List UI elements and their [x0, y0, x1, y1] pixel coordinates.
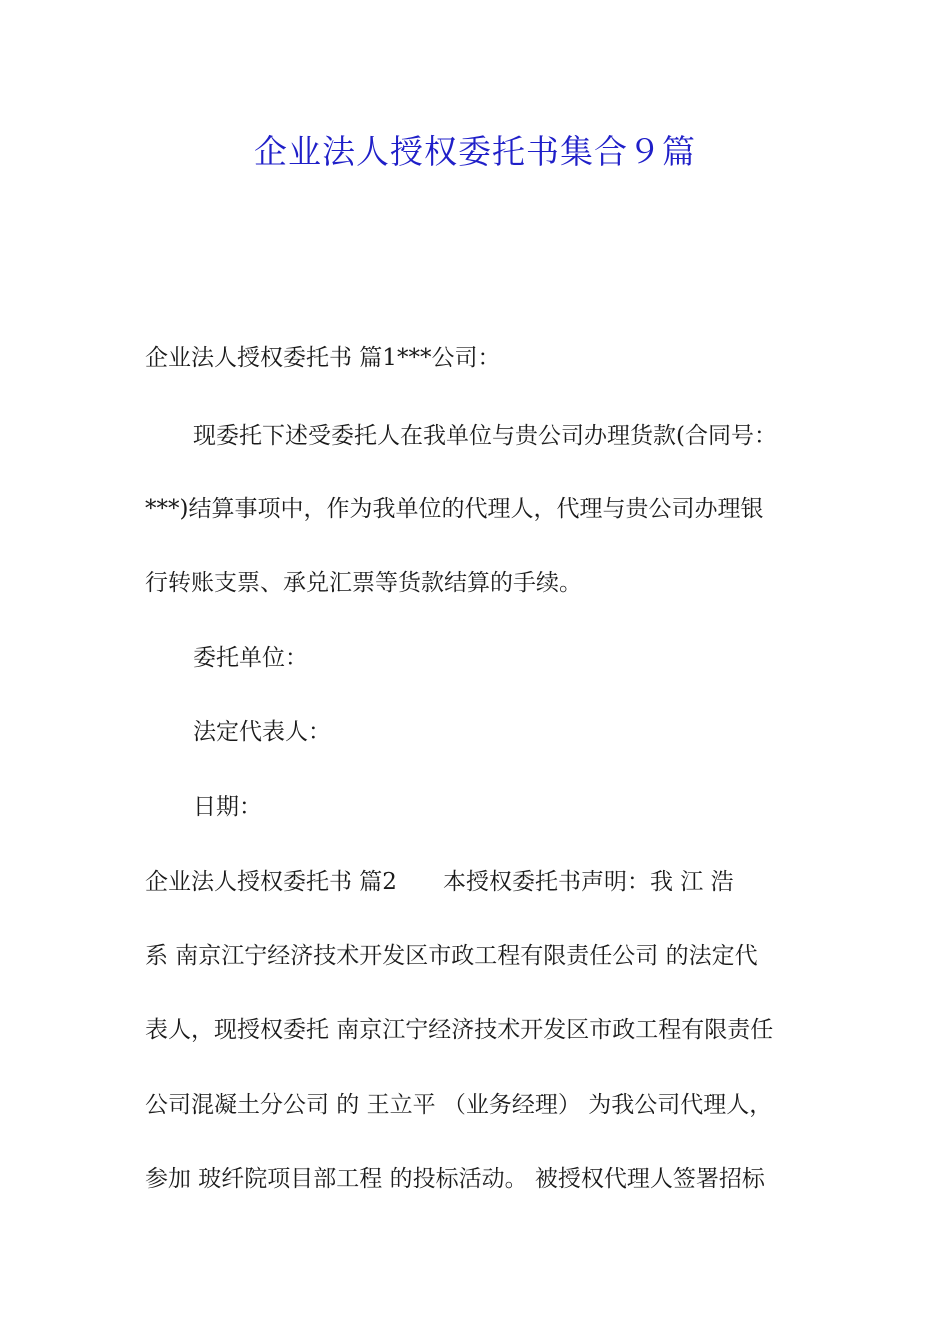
text-line-date: 日期： [193, 794, 262, 820]
text-line: 行转账支票、承兑汇票等货款结算的手续。 [145, 570, 582, 596]
text-line: 现委托下述受委托人在我单位与贵公司办理货款(合同号： [193, 423, 777, 449]
document-title: 企业法人授权委托书集合９篇 [254, 132, 696, 171]
text-line-heading-2: 企业法人授权委托书 篇2 本授权委托书声明：我 江 浩 [145, 869, 734, 895]
text-line-entrusting-unit: 委托单位： [193, 645, 308, 671]
text-line: ***)结算事项中，作为我单位的代理人，代理与贵公司办理银 [145, 496, 764, 522]
text-line: 系 南京江宁经济技术开发区市政工程有限责任公司 的法定代 [145, 943, 758, 969]
text-line: 公司混凝土分公司 的 王立平 （业务经理） 为我公司代理人， [145, 1092, 773, 1118]
text-line: 表人，现授权委托 南京江宁经济技术开发区市政工程有限责任 [145, 1017, 774, 1043]
text-line: 参加 玻纤院项目部工程 的投标活动。 被授权代理人签署招标 [145, 1166, 765, 1192]
text-line-legal-representative: 法定代表人： [193, 719, 331, 745]
text-line-heading-1: 企业法人授权委托书 篇1***公司： [145, 345, 501, 371]
